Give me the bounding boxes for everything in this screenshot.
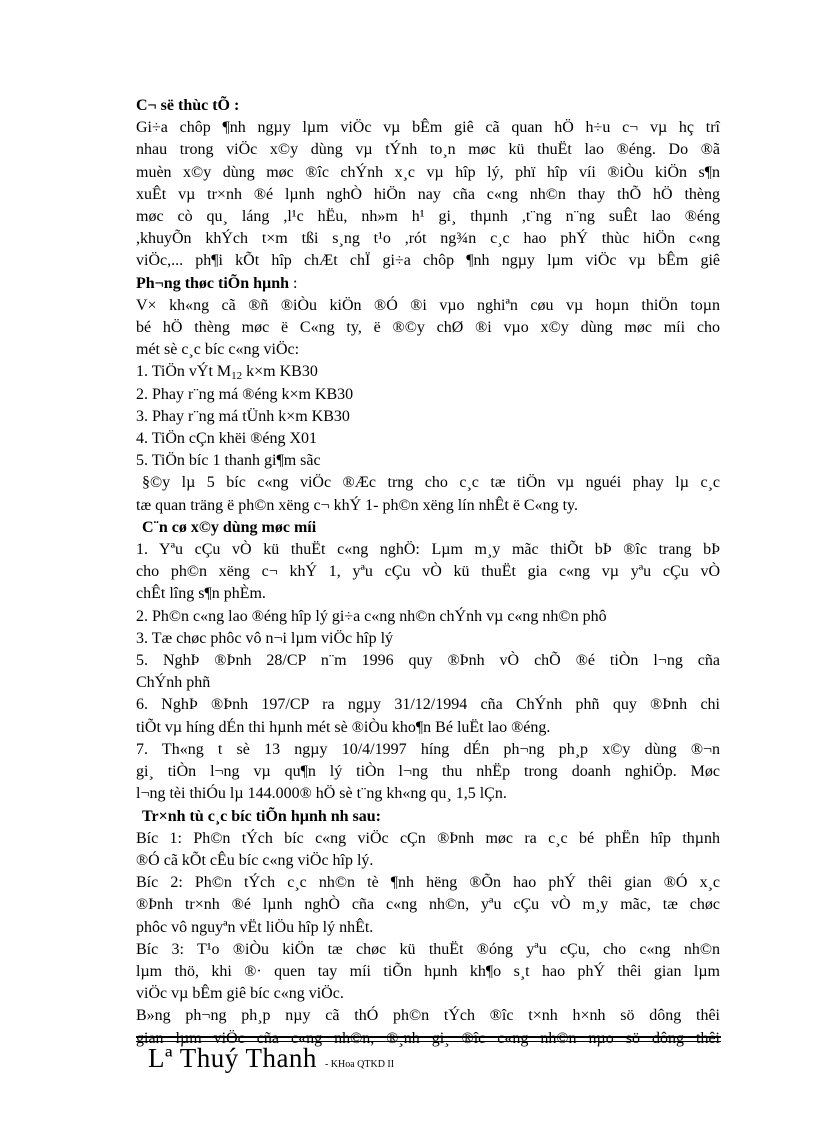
text-line: møc cò qu¸ láng ,l¹c hËu, nh»m h¹ gi¸ thµnh ,t¨ng n¨ng suÊt lao ®éng [136,208,720,226]
text-line: gian lµm viÖc cña c«ng nh©n, ®¸nh gi¸ ®îc c«ng nh©n nµo sö dông thêi [136,1029,720,1047]
list-item: 2. Phay r¨ng má ®éng k×m KB30 [136,385,354,403]
text-line: Bíc 2: Ph©n tÝch c¸c nh©n tè ¶nh hëng ®Õn hao phÝ thêi gian ®Ó x¸c [136,874,720,892]
text-line: lµm thö, khi ®· quen tay míi tiÕn hµnh kh¶o s¸t hao phÝ thêi gian lµm [136,962,720,980]
footer-rule-thin [136,1041,721,1042]
footer-rule-thick [136,1036,721,1038]
text-line: V× kh«ng cã ®ñ ®iÒu kiÖn ®Ó ®i vµo nghiªn cøu vµ hoµn thiÖn toµn [136,296,720,314]
text-line: ®Ó cã kÕt cÊu bíc c«ng viÖc hîp lý. [136,851,374,869]
list-item [136,361,720,383]
list-item: 3. Phay r¨ng má tÜnh k×m KB30 [136,407,350,425]
method-heading-label: Ph¬ng thøc tiÕn hµnh [136,274,290,292]
text-line: viÖc vµ bÊm giê bíc c«ng viÖc. [136,985,344,1003]
text-line: Bíc 1: Ph©n tÝch bíc c«ng viÖc cÇn ®Þnh møc ra c¸c bé phËn hîp thµnh [136,829,720,847]
method-heading-colon: : [289,274,298,292]
text-line: 6. NghÞ ®Þnh 197/CP ra ngµy 31/12/1994 cña ChÝnh phñ quy ®Þnh chi [136,696,720,714]
list-item-subscript: 12 [231,370,243,383]
text-line: tæ quan träng ë ph©n xëng c¬ khÝ 1- ph©n xëng lín nhÊt ë C«ng ty. [136,496,579,514]
text-line: Gi÷a chôp ¶nh ngµy lµm viÖc vµ bÊm giê cã quan hÖ h÷u c¬ vµ hç trî [136,119,720,137]
list-item-text: 1. TiÖn vÝt M [136,363,232,381]
text-line: muèn x©y dùng møc ®îc chÝnh x¸c vµ hîp lý, phï hîp víi ®iÒu kiÖn s¶n [136,163,720,181]
text-line: chÊt lîng s¶n phÈm. [136,585,266,603]
text-line: l¬ng tèi thiÓu lµ 144.000® hÖ sè t¨ng kh«ng qu¸ 1,5 lÇn. [136,785,507,803]
text-line: 7. Th«ng t sè 13 ngµy 10/4/1997 híng dÉn ph¬ng ph¸p x©y dùng ®¬n [136,740,720,758]
text-line: cho ph©n xëng c¬ khÝ 1, yªu cÇu vÒ kü thuËt gia c«ng vµ yªu cÇu vÒ [136,563,720,581]
text-line: xuÊt vµ tr×nh ®é lµnh nghÒ hiÖn nay cña c«ng nh©n thay thÕ hÖ thèng [136,185,720,203]
section-heading-method [136,273,720,295]
text-line: ®Þnh tr×nh ®é lµnh nghÒ cña c«ng nh©n, yªu cÇu vÒ m¸y mãc, tæ chøc [136,896,720,914]
text-line: B»ng ph¬ng ph¸p nµy cã thÓ ph©n tÝch ®îc t×nh h×nh sö dông thêi [136,1007,720,1025]
list-item-text: k×m KB30 [242,363,318,381]
text-line: 1. Yªu cÇu vÒ kü thuËt c«ng nghÖ: Lµm m¸y mãc thiÕt bÞ ®îc trang bÞ [136,541,720,559]
section-heading-basis: C¬ së thùc tÕ : [136,97,240,114]
text-line: Bíc 3: T¹o ®iÒu kiÖn tæ chøc kü thuËt ®óng yªu cÇu, cho c«ng nh©n [136,940,720,958]
text-line: nhau trong viÖc x©y dùng vµ tÝnh to¸n møc kü thuËt lao ®éng. Do ®ã [136,141,720,159]
text-line: ,khuyÕn khÝch t×m tßi s¸ng t¹o ,rót ng¾n c¸c hao phÝ thùc hiÖn c«ng [136,230,720,248]
list-item: 3. Tæ chøc phôc vô n¬i lµm viÖc hîp lý [136,629,394,647]
text-line: gi¸ tiÒn l¬ng vµ qu¶n lý tiÒn l¬ng thu nhËp trong doanh nghiÖp. Møc [136,763,720,781]
text-line: viÖc,... ph¶i kÕt hîp chÆt chÏ gi÷a chôp ¶nh ngµy lµm viÖc vµ bÊm giê [136,252,720,270]
list-item: 2. Ph©n c«ng lao ®éng hîp lý gi÷a c«ng nh©n chÝnh vµ c«ng nh©n phô [136,607,607,625]
page-footer [148,1043,394,1074]
text-line: §©y lµ 5 bíc c«ng viÖc ®Æc trng cho c¸c tæ tiÖn vµ nguéi phay lµ c¸c [142,474,720,492]
text-line: mét sè c¸c bíc c«ng viÖc: [136,341,300,359]
list-item: 4. TiÖn cÇn khëi ®éng X01 [136,430,318,448]
document-body [136,95,720,1050]
text-line: tiÕt vµ híng dÉn thi hµnh mét sè ®iÒu kho¶n Bé luËt lao ®éng. [136,718,551,736]
list-item: 5. TiÖn bíc 1 thanh gi¶m sãc [136,452,321,470]
section-heading-steps: Tr×nh tù c¸c bíc tiÕn hµnh nh sau: [142,807,381,825]
text-line: ChÝnh phñ [136,674,211,692]
text-line: bé hÖ thèng møc ë C«ng ty, ë ®©y chØ ®i vµo x©y dùng møc míi cho [136,319,720,337]
section-heading-basis-new: C¨n cø x©y dùng møc míi [142,518,317,536]
text-line: phôc vô nguyªn vËt liÖu hîp lý nhÊt. [136,918,374,936]
text-line: 5. NghÞ ®Þnh 28/CP n¨m 1996 quy ®Þnh vÒ chÕ ®é tiÒn l¬ng cña [136,652,720,670]
department-label: - KHoa QTKD II [324,1059,395,1070]
author-name: Lª Thuý Thanh [148,1043,317,1073]
